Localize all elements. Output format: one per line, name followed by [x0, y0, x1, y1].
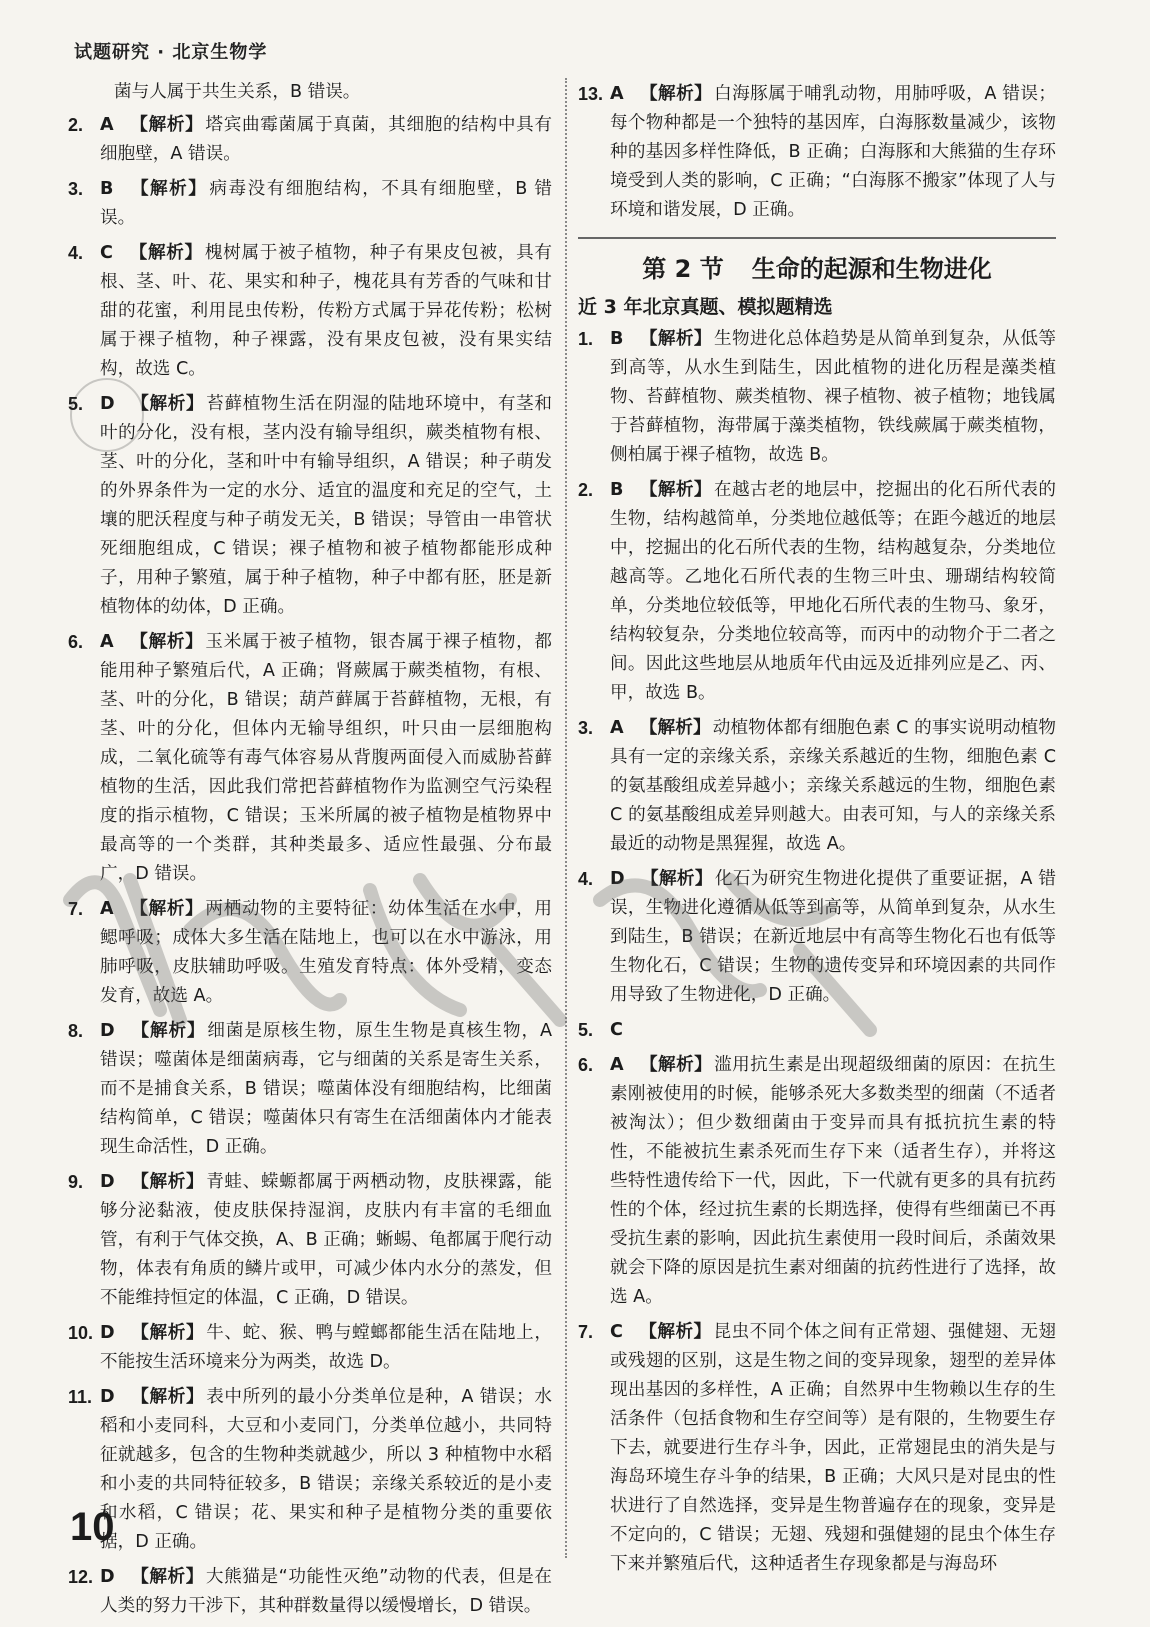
answer-choice: D — [100, 394, 115, 414]
question-number: 7. — [68, 899, 84, 919]
answer-body — [610, 325, 1056, 470]
answer-body — [610, 1016, 1056, 1045]
answer-item — [578, 476, 1056, 708]
answer-body — [100, 1168, 552, 1313]
analysis-text: 牛、蛇、猴、鸭与螳螂都能生活在陆地上，不能按生活环境来分为两类，故选 D。 — [100, 1323, 552, 1372]
answer-item — [68, 895, 552, 1011]
answer-body — [100, 895, 552, 1011]
analysis-tag: 【解析】 — [130, 1567, 204, 1587]
answer-item — [578, 80, 1056, 225]
analysis-text: 动植物体都有细胞色素 C 的事实说明动植物具有一定的亲缘关系，亲缘关系越近的生物，细胞色素 C 的氨基酸组成差异越小；亲缘关系越远的生物，细胞色素 C 的氨基酸组成差异则越大。由表可知，与人的亲缘关系最近的动物是黑猩猩，故选 A。 — [610, 718, 1056, 854]
section-title — [578, 249, 1056, 284]
analysis-tag: 【解析】 — [640, 869, 713, 889]
analysis-tag: 【解析】 — [130, 1021, 206, 1041]
answer-body — [100, 1017, 552, 1162]
analysis-tag: 【解析】 — [130, 1172, 205, 1192]
answer-body — [610, 1318, 1056, 1579]
answer-item — [68, 1383, 552, 1557]
analysis-text: 苔藓植物生活在阴湿的陆地环境中，有茎和叶的分化，没有根，茎内没有输导组织，蕨类植物有根、茎、叶的分化，茎和叶中有输导组织，A 错误；种子萌发的外界条件为一定的水分、适宜的温度和充足的空气，土壤的肥沃程度与种子萌发无关，B 错误；导管由一串管状死细胞组成，C 错误；裸子植物和被子植物都能形成种子，用种子繁殖，属于种子植物，种子中都有胚，胚是新植物体的幼体，D 正确。 — [100, 394, 552, 617]
answer-body — [100, 239, 552, 384]
question-number: 4. — [68, 243, 84, 263]
answer-choice: A — [610, 718, 624, 738]
analysis-text: 槐树属于被子植物，种子有果皮包被，具有根、茎、叶、花、果实和种子，槐花具有芳香的气味和甘甜的花蜜，利用昆虫传粉，传粉方式属于异花传粉；松树属于裸子植物，种子裸露，没有果皮包被，没有果实结构，故选 C。 — [100, 243, 552, 379]
analysis-tag: 【解析】 — [129, 632, 204, 652]
answer-body — [100, 1383, 552, 1557]
answer-item — [578, 865, 1056, 1010]
answer-body — [610, 865, 1056, 1010]
answer-body — [100, 390, 552, 622]
answer-body — [100, 628, 552, 889]
answer-item — [578, 325, 1056, 470]
answer-item — [578, 1016, 1056, 1045]
answer-choice: A — [100, 115, 114, 135]
section-rule — [578, 237, 1056, 239]
analysis-text: 塔宾曲霉菌属于真菌，其细胞的结构中具有细胞壁，A 错误。 — [100, 115, 552, 164]
answer-body — [610, 714, 1056, 859]
analysis-text: 白海豚属于哺乳动物，用肺呼吸，A 错误；每个物种都是一个独特的基因库，白海豚数量减少，该物种的基因多样性降低，B 正确；白海豚和大熊猫的生存环境受到人类的影响，C 正确；“白海豚不搬家”体现了人与环境和谐发展，D 正确。 — [610, 84, 1056, 220]
analysis-text: 在越古老的地层中，挖掘出的化石所代表的生物，结构越简单，分类地位越低等；在距今越近的地层中，挖掘出的化石所代表的生物，结构越复杂，分类地位越高等。乙地化石所代表的生物三叶虫、珊瑚结构较简单，分类地位较低等，甲地化石所代表的生物马、象牙，结构较复杂，分类地位较高等，而丙中的动物介于二者之间。因此这些地层从地质年代由远及近排列应是乙、丙、甲，故选 B。 — [610, 480, 1056, 703]
continuation-text: 菌与人属于共生关系，B 错误。 — [114, 82, 361, 102]
question-number: 8. — [68, 1021, 84, 1041]
right-answer-list-top — [578, 80, 1056, 225]
answer-choice: D — [100, 1567, 115, 1587]
answer-item — [68, 1319, 552, 1377]
analysis-tag: 【解析】 — [639, 1055, 713, 1075]
question-number: 10. — [68, 1323, 94, 1343]
analysis-text: 玉米属于被子植物，银杏属于裸子植物，都能用种子繁殖后代，A 正确；肾蕨属于蕨类植物，有根、茎、叶的分化，B 错误；葫芦藓属于苔藓植物，无根，有茎、叶的分化，但体内无输导组织，叶只由一层细胞构成，二氧化硫等有毒气体容易从背腹两面侵入而威胁苔藓植物的生活，因此我们常把苔藓植物作为监测空气污染程度的指示植物，C 错误；玉米所属的被子植物是植物界中最高等的一个类群，其种类最多、适应性最强、分布最广，D 错误。 — [100, 632, 552, 884]
answer-item — [68, 111, 552, 169]
right-answer-list — [578, 325, 1056, 1579]
question-number: 7. — [578, 1322, 594, 1342]
answer-choice: D — [610, 869, 625, 889]
analysis-text: 大熊猫是“功能性灭绝”动物的代表，但是在人类的努力干涉下，其种群数量得以缓慢增长，D 错误。 — [100, 1567, 552, 1616]
answer-choice: C — [100, 243, 113, 263]
answer-choice: A — [100, 899, 114, 919]
question-number: 12. — [68, 1567, 94, 1587]
analysis-tag: 【解析】 — [128, 243, 203, 263]
question-number: 2. — [578, 480, 594, 500]
analysis-tag: 【解析】 — [638, 1322, 712, 1342]
question-number: 5. — [578, 1020, 594, 1040]
answer-choice: D — [100, 1323, 115, 1343]
answer-item — [68, 1017, 552, 1162]
right-column — [578, 80, 1056, 1585]
answer-item — [68, 1168, 552, 1313]
column-divider — [565, 78, 567, 1558]
answer-item — [578, 1051, 1056, 1312]
answer-item — [68, 1563, 552, 1621]
answer-item — [68, 390, 552, 622]
answer-body — [610, 1051, 1056, 1312]
question-number: 3. — [68, 179, 84, 199]
answer-choice: A — [610, 1055, 624, 1075]
question-number: 6. — [68, 632, 84, 652]
answer-choice: A — [100, 632, 114, 652]
analysis-tag: 【解析】 — [129, 179, 208, 199]
answer-body — [100, 1319, 552, 1377]
analysis-tag: 【解析】 — [639, 480, 712, 500]
question-number: 4. — [578, 869, 594, 889]
answer-choice: C — [610, 1322, 623, 1342]
answer-choice: D — [100, 1172, 115, 1192]
analysis-tag: 【解析】 — [639, 718, 711, 738]
section-number: 第 2 节 — [642, 255, 724, 283]
answer-item — [578, 714, 1056, 859]
analysis-tag: 【解析】 — [130, 1323, 205, 1343]
question-number: 3. — [578, 718, 594, 738]
subsection-title: 近 3 年北京真题、模拟题精选 — [578, 296, 833, 318]
section-name: 生命的起源和生物进化 — [751, 255, 992, 283]
analysis-text: 滥用抗生素是出现超级细菌的原因：在抗生素刚被使用的时候，能够杀死大多数类型的细菌（不适者被淘汰）；但少数细菌由于变异而具有抵抗抗生素的特性，不能被抗生素杀死而生存下来（适者生存），并将这些特性遗传给下一代，因此，下一代就有更多的具有抗药性的个体，经过抗生素的长期选择，使得有些细菌已不再受抗生素的影响，因此抗生素使用一段时间后，杀菌效果就会下降的原因是抗生素对细菌的抗药性进行了选择，故选 A。 — [610, 1055, 1056, 1307]
analysis-text: 生物进化总体趋势是从简单到复杂，从低等到高等，从水生到陆生，因此植物的进化历程是藻类植物、苔藓植物、蕨类植物、裸子植物、被子植物；地钱属于苔藓植物，海带属于藻类植物，铁线蕨属于蕨类植物，侧柏属于裸子植物，故选 B。 — [610, 329, 1056, 465]
answer-choice: D — [100, 1387, 115, 1407]
left-answer-list — [68, 111, 552, 1621]
analysis-text: 表中所列的最小分类单位是种，A 错误；水稻和小麦同科，大豆和小麦同门，分类单位越小，共同特征就越多，包含的生物种类就越少，所以 3 种植物中水稻和小麦的共同特征较多，B 错误；亲缘关系较近的是小麦和水稻，C 错误；花、果实和种子是植物分类的重要依据，D 正确。 — [100, 1387, 552, 1552]
answer-item — [68, 175, 552, 233]
analysis-tag: 【解析】 — [129, 115, 204, 135]
answer-body — [610, 476, 1056, 708]
answer-choice: B — [610, 329, 624, 349]
answer-body — [100, 111, 552, 169]
question-number: 11. — [68, 1387, 93, 1407]
answer-choice: A — [610, 84, 624, 104]
answer-choice: B — [610, 480, 624, 500]
answer-choice: B — [100, 179, 114, 199]
analysis-text: 两栖动物的主要特征：幼体生活在水中，用鳃呼吸；成体大多生活在陆地上，也可以在水中游泳，用肺呼吸，皮肤辅助呼吸。生殖发育特点：体外受精，变态发育，故选 A。 — [100, 899, 552, 1006]
page-header: 试题研究 · 北京生物学 — [74, 42, 268, 63]
answer-item — [68, 628, 552, 889]
question-number: 9. — [68, 1172, 84, 1192]
analysis-text: 化石为研究生物进化提供了重要证据，A 错误，生物进化遵循从低等到高等，从简单到复杂，从水生到陆生，B 错误；在新近地层中有高等生物化石也有低等生物化石，C 错误；生物的遗传变异和环境因素的共同作用导致了生物进化，D 正确。 — [610, 869, 1056, 1005]
analysis-tag: 【解析】 — [639, 329, 712, 349]
analysis-text: 病毒没有细胞结构，不具有细胞壁，B 错误。 — [100, 179, 552, 228]
analysis-tag: 【解析】 — [639, 84, 713, 104]
analysis-tag: 【解析】 — [130, 394, 205, 414]
question-number: 13. — [578, 84, 604, 104]
answer-item — [578, 1318, 1056, 1579]
question-number: 2. — [68, 115, 84, 135]
answer-item — [68, 239, 552, 384]
answer-choice: C — [610, 1020, 623, 1040]
analysis-tag: 【解析】 — [129, 899, 204, 919]
page-number: 10 — [70, 1505, 115, 1549]
question-number: 6. — [578, 1055, 594, 1075]
analysis-text: 昆虫不同个体之间有正常翅、强健翅、无翅或残翅的区别，这是生物之间的变异现象，翅型的差异体现出基因的多样性，A 正确；自然界中生物赖以生存的生活条件（包括食物和生存空间等）是有限的，生物要生存下去，就要进行生存斗争，因此，正常翅昆虫的消失是与海岛环境生存斗争的结果，B 正确；大风只是对昆虫的性状进行了自然选择，变异是生物普遍存在的现象，变异是不定向的，C 错误；无翅、残翅和强健翅的昆虫个体生存下来并繁殖后代，这种适者生存现象都是与海岛环 — [610, 1322, 1056, 1574]
question-number: 1. — [578, 329, 594, 349]
question-number: 5. — [68, 394, 84, 414]
left-column — [68, 78, 552, 1627]
answer-body — [610, 80, 1056, 225]
analysis-text: 青蛙、蝾螈都属于两栖动物，皮肤裸露，能够分泌黏液，使皮肤保持湿润，皮肤内有丰富的毛细血管，有利于气体交换，A、B 正确；蜥蜴、龟都属于爬行动物，体表有角质的鳞片或甲，可减少体内水分的蒸发，但不能维持恒定的体温，C 正确，D 错误。 — [100, 1172, 552, 1308]
answer-body — [100, 175, 552, 233]
analysis-tag: 【解析】 — [130, 1387, 205, 1407]
analysis-text: 细菌是原核生物，原生生物是真核生物，A 错误；噬菌体是细菌病毒，它与细菌的关系是寄生关系，而不是捕食关系，B 错误；噬菌体没有细胞结构，比细菌结构简单，C 错误；噬菌体只有寄生在活细菌体内才能表现生命活性，D 正确。 — [100, 1021, 552, 1157]
answer-choice: D — [100, 1021, 115, 1041]
answer-body — [100, 1563, 552, 1621]
